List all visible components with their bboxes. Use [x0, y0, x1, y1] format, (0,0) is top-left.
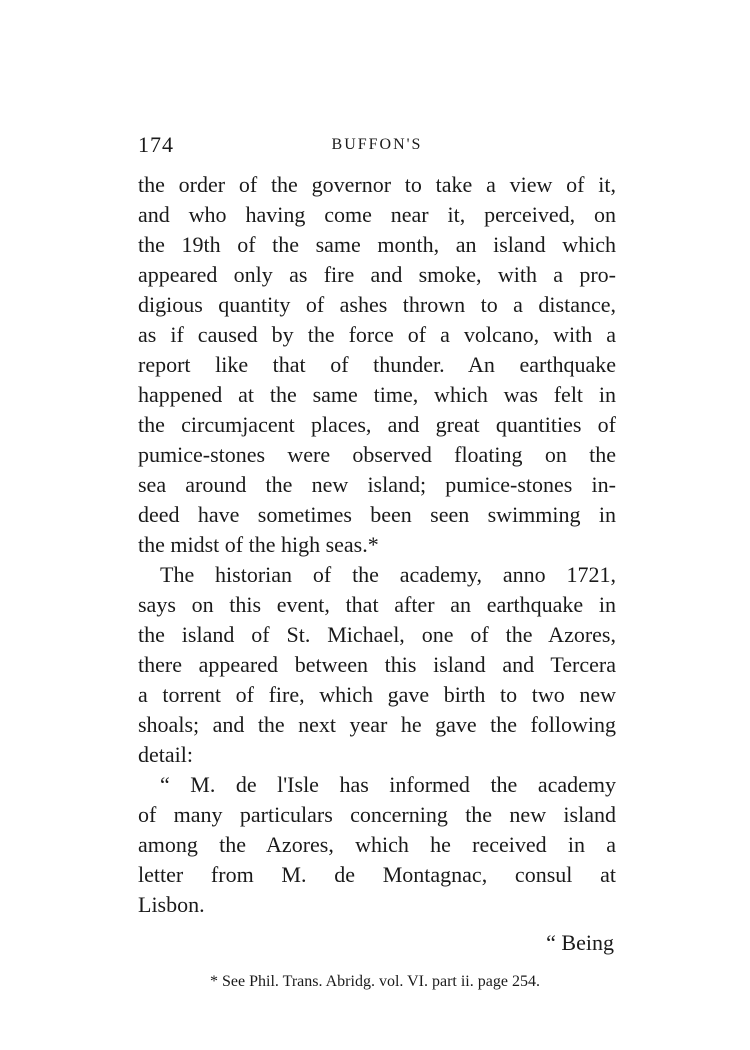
- text-line: shoals; and the next year he gave the following: [138, 712, 616, 737]
- text-line: and who having come near it, perceived, on: [138, 202, 616, 227]
- text-line: as if caused by the force of a volcano, with a: [138, 322, 616, 347]
- text-line: Lisbon.: [138, 892, 205, 917]
- text-line: appeared only as fire and smoke, with a pro-: [138, 262, 616, 287]
- text-line: of many particulars concerning the new island: [138, 802, 616, 827]
- page-number: 174: [138, 132, 174, 157]
- text-line: pumice-stones were observed floating on the: [138, 442, 616, 467]
- body-text: [138, 170, 616, 920]
- text-line: sea around the new island; pumice-stones in-: [138, 472, 616, 497]
- text-line: the midst of the high seas.*: [138, 532, 379, 557]
- text-line: digious quantity of ashes thrown to a distance,: [138, 292, 616, 317]
- paragraph-1: [138, 170, 616, 560]
- text-line: a torrent of fire, which gave birth to two new: [138, 682, 616, 707]
- text-line: among the Azores, which he received in a: [138, 832, 616, 857]
- text-line: report like that of thunder. An earthquake: [138, 352, 616, 377]
- running-head: [138, 132, 616, 162]
- text-line: the island of St. Michael, one of the Azores,: [138, 622, 616, 647]
- text-line: happened at the same time, which was felt in: [138, 382, 616, 407]
- text-line: detail:: [138, 742, 193, 767]
- text-line: says on this event, that after an earthquake in: [138, 592, 616, 617]
- text-line: there appeared between this island and Tercera: [138, 652, 616, 677]
- footnote: * See Phil. Trans. Abridg. vol. VI. part ii. page 254.: [210, 973, 540, 990]
- catchword: “ Being: [546, 930, 614, 955]
- text-line: the order of the governor to take a view of it,: [138, 172, 616, 197]
- text-line: deed have sometimes been seen swimming in: [138, 502, 616, 527]
- text-line: the 19th of the same month, an island which: [138, 232, 616, 257]
- text-line: letter from M. de Montagnac, consul at: [138, 862, 616, 887]
- running-title: BUFFON'S: [331, 136, 423, 153]
- text-line: “ M. de l'Isle has informed the academy: [160, 772, 616, 797]
- text-line: The historian of the academy, anno 1721,: [160, 562, 616, 587]
- paragraph-2: [138, 560, 616, 770]
- text-line: the circumjacent places, and great quantities of: [138, 412, 616, 437]
- paragraph-3: [138, 770, 616, 920]
